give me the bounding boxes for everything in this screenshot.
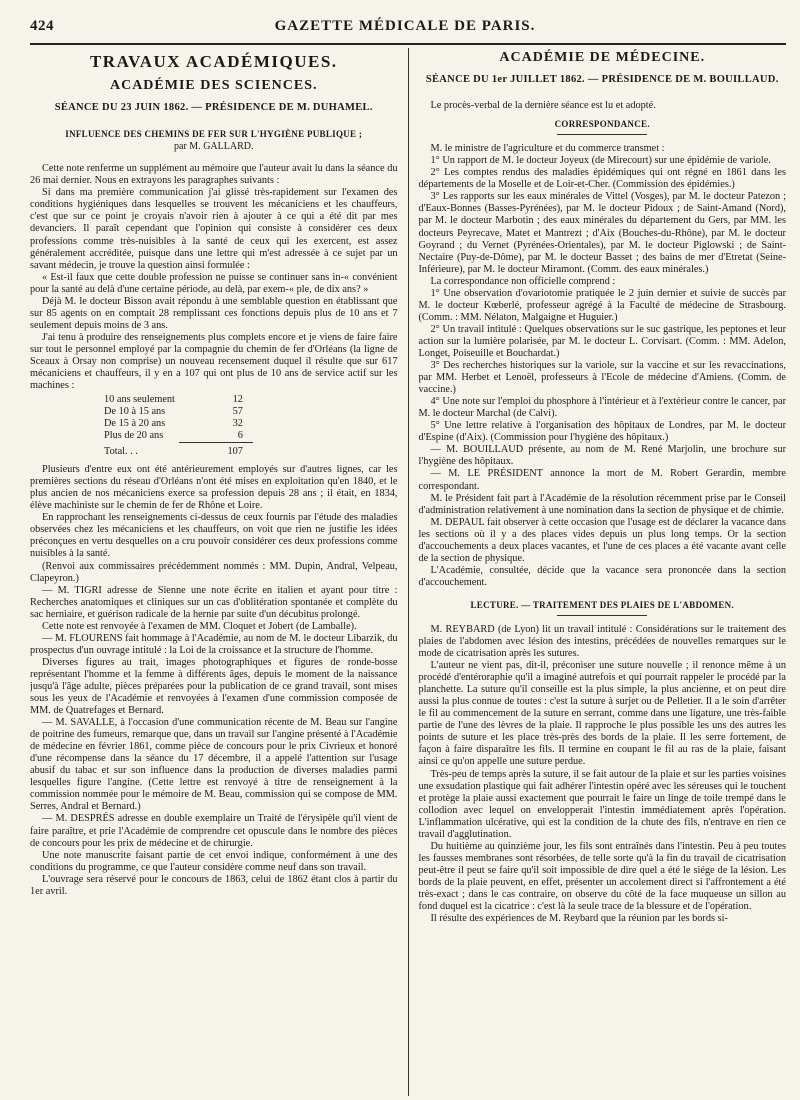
right-paragraphs [419, 143, 787, 589]
academy-sciences-title: ACADÉMIE DES SCIENCES. [109, 78, 318, 94]
table-row [100, 406, 253, 418]
paragraph: — M. TIGRI adresse de Sienne une note écrite en italien et ayant pour titre : Recherches anatomiques et cliniques sur un cas d'oblitération spontanée et complète du sac herniaire, et guérison radicale de la hernie par suite d'un décubitus prolongé. [30, 584, 398, 620]
paragraph: (Renvoi aux commissaires précédemment nommés : MM. Dupin, Andral, Velpeau, Clapeyron.) [30, 560, 398, 584]
paragraph: M. le ministre de l'agriculture et du commerce transmet : [430, 143, 665, 155]
paragraph: 4° Une note sur l'emploi du phosphore à l'intérieur et à l'extérieur contre le cancer, par M. le docteur Marchal (de Calvi). [418, 396, 786, 420]
paragraph: 3° Des recherches historiques sur la variole, sur la vaccine et sur les revaccinations, par MM. Herbet et Lenoël, professeurs à l'Ecole de médecine d'Amiens. (Comm. de vaccine.) [418, 360, 786, 396]
paragraph: 3° Les rapports sur les eaux minérales de Vittel (Vosges), par M. le docteur Patezon ; d'Eaux-Bonnes (Basses-Pyrénées), par M. le docteur Pidoux ; de Saint-Amand (Nord), par M. le docteur Marbotin ; des eaux minérales du département du Gers, par MM. les docteurs Peyrecave, Matet et Mantrezt ; d'Aix (Bouches-du-Rhône), par M. le docteur Goyrand ; du Vernet (Pyrénées-Orientales), par M. le docteur Piglowski ; de Saint-Nectaire (Puy-de-Dôme), par M. le docteur Basset ; des bains de mer d'Etretat (Seine-Inférieure), par M. le docteur Miramont. (Comm. des eaux minérales.) [418, 191, 786, 275]
page-header [30, 18, 786, 45]
paragraph: — M. BOUILLAUD présente, au nom de M. René Marjolin, une brochure sur l'hygiène des hôpitaux. [418, 444, 786, 468]
paragraph: M. le Président fait part à l'Académie de la résolution récemment prise par le Conseil d'administration relativement à une nomination dans la section de physique et de chimie. [418, 492, 786, 516]
paragraph: — M. LE PRÉSIDENT annonce la mort de M. Robert Gerardin, membre correspondant. [418, 468, 786, 492]
paragraph: J'ai tenu à produire des renseignements plus complets encore et je viens de faire faire sur tout le personnel employé par la compagnie du chemin de fer d'Orléans (la ligne de Sceaux à Orsay non comprise) un nouveau recensement duquel il résulte que sur 617 mécaniciens et chauffeurs, il y en a 107 qui ont plus de 10 ans de service actif sur les machines : [30, 331, 398, 392]
table-row-value: 6 [237, 430, 243, 442]
table-total-value: 107 [179, 443, 253, 459]
paragraph: 2° Les comptes rendus des maladies épidémiques qui ont régné en 1861 dans les départements de la Moselle et de Loir-et-Cher. (Commission des épidémies.) [418, 167, 786, 191]
service-years-table [100, 394, 253, 458]
divider [557, 615, 647, 616]
academy-medicine-title: ACADÉMIE DE MÉDECINE. [499, 50, 706, 65]
table-row [100, 394, 253, 406]
paragraph: 2° Un travail intitulé : Quelques observations sur le suc gastrique, les peptones et leur action sur la lumière polarisée, par M. le docteur L. Corvisart. (Comm. : MM. Adelon, Longet, Poiseuille et Bouchardat.) [418, 323, 786, 359]
paragraph: Plusieurs d'entre eux ont été antérieurement employés sur d'autres lignes, car les premières sections du réseau d'Orléans n'ont été mises en exploitation qu'en 1840, et le plus ancien de nos mécaniciens exerce sa profession depuis 28 ans ; il était, en 1834, élève machiniste sur le chemin de fer de Rhône et Loire. [30, 464, 398, 512]
paragraph: 1° Un rapport de M. le docteur Joyeux (de Mirecourt) sur une épidémie de variole. [430, 155, 771, 167]
paragraph: L'auteur ne vient pas, dit-il, préconiser une suture nouvelle ; il renonce même à un procédé d'entéroraphie qu'il a imaginé autrefois et qui pourrait rappeler le procédé par la planchette. La suture qu'il conseille est la plus simple, la plus ancienne, et on peut dire aussi la plus connue de toutes : c'est la suture à surjet ou de Pelletier. Il a le soin d'arrêter le fil au commencement de la suture en serrant, comme dans une ligature, une très-faible partie de l'une des lèvres de la plaie. Il rapproche le plus possible les uns des autres les points de suture et les place très-près des bords de la plaie. Il les serre fortement, de façon à faire disparaître les fils. Il termine en coupant le fil au ras de la plaie, faisant ainsi ce qu'on appelle une suture perdue. [418, 660, 786, 768]
paragraph: M. DEPAUL fait observer à cette occasion que l'usage est de déclarer la vacance dans les sections où il y a des places vides depuis un plus long temps. Or la section d'accouchements a deux places vacantes, et l'une de ces places a été vacante avant celle de la section de physique. [418, 516, 786, 564]
paragraph: Cette note est renvoyée à l'examen de MM. Cloquet et Jobert (de Lamballe). [42, 620, 357, 632]
right-column [409, 48, 787, 1096]
paragraph: Une note manuscrite faisant partie de cet envoi indique, conformément à une des conditions du programme, ce que l'auteur considère comme neuf dans son travail. [30, 849, 398, 873]
divider [557, 134, 647, 135]
table-row-value: 12 [232, 394, 243, 406]
table-total-label: Total. . . [104, 445, 138, 457]
correspondence-heading: CORRESPONDANCE. [554, 119, 650, 130]
page-number: 424 [30, 18, 54, 34]
lecture-heading: LECTURE. — TRAITEMENT DES PLAIES DE L'ABDOMEN. [470, 599, 735, 610]
table-row-label: De 15 à 20 ans [104, 418, 166, 430]
paragraph: Cette note renferme un supplément au mémoire que l'auteur avait lu dans la séance du 26 mai dernier. Nous en extrayons les paragraphes suivants : [30, 163, 398, 187]
journal-title: GAZETTE MÉDICALE DE PARIS. [274, 18, 536, 34]
minutes-note: Le procès-verbal de la dernière séance est lu et adopté. [430, 100, 656, 112]
paragraph: L'Académie, consultée, décide que la vacance sera prononcée dans la section d'accouchement. [418, 564, 786, 588]
table-row-label: 10 ans seulement [104, 394, 175, 406]
paragraph: Si dans ma première communication j'ai glissé très-rapidement sur l'examen des conditions hygiéniques dans lesquelles se trouvent les mécaniciens et les chauffeurs, c'est que sur ce point je croyais n'avoir rien à ajouter à ce qui a été dit par mes devanciers. Il paraît cependant que l'opinion qui consiste à considérer ces deux professions comme très-nuisibles à la santé de ceux qui les exercent, est assez généralement accréditée, puisque dans une lettre qui m'est adressée à ce sujet par un savant médecin, je trouve la question ainsi formulée : [30, 187, 398, 271]
table-row-value: 32 [232, 418, 243, 430]
left-paragraphs [30, 163, 398, 392]
session-heading-medicine: SÉANCE DU 1er JUILLET 1862. — PRÉSIDENCE DE M. BOUILLAUD. [425, 74, 779, 86]
paragraph: La correspondance non officielle comprend : [430, 275, 616, 287]
paragraph: En rapprochant les renseignements ci-dessus de ceux fournis par l'étude des maladies observées chez les mécaniciens et les chauffeurs, on voit que rien ne justifie les idées préconçues en vertu desquelles on a cru pouvoir considérer ces deux professions comme nuisibles à la santé. [30, 512, 398, 560]
paragraph: 1° Une observation d'ovariotomie pratiquée le 2 juin dernier et suivie de succès par M. le docteur Kœberlé, professeur agrégé à la Faculté de médecine de Strasbourg. (Comm. : MM. Nélaton, Malgaigne et Huguier.) [418, 287, 786, 323]
table-total-row [100, 443, 253, 459]
article-title: INFLUENCE DES CHEMINS DE FER SUR L'HYGIÈNE PUBLIQUE ; [65, 129, 363, 140]
table-row-label: Plus de 20 ans [104, 430, 164, 442]
paragraph: — M. DESPRÉS adresse en double exemplaire un Traité de l'érysipèle qu'il vient de faire paraître, et prie l'Académie de comprendre cet opuscule dans le nombre des pièces de concours pour les prix de médecine et de chirurgie. [30, 813, 398, 849]
paragraph: L'ouvrage sera réservé pour le concours de 1863, celui de 1862 étant clos à partir du 1er avril. [30, 873, 398, 897]
table-row-value: 57 [232, 406, 243, 418]
paragraph: Du huitième au quinzième jour, les fils sont entraînés dans l'intestin. Peu à peu toutes les fausses membranes sont résorbées, de telle sorte qu'à la fin du travail de cicatrisation peut-être il peut se faire qu'il soit impossible de dire quel a été le siége de la lésion. Les bords de la plaie peuvent, en effet, présenter un accolement direct si l'affrontement a été très-exact ; dans le cas contraire, on observe du côté de la face muqueuse un sillon au fond duquel est la cicatrice : c'est là la seule trace de la blessure et de l'opération. [418, 840, 786, 913]
paragraph: Déjà M. le docteur Bisson avait répondu à une semblable question en établissant que sur 85 agents on en comptait 28 remplissant ces fonctions depuis plus de 10 ans et 7 seulement depuis moins de 3 ans. [30, 295, 398, 331]
paragraph: « Est-il faux que cette double profession ne puisse se continuer sans in-« convénient pour la santé au delà d'une certaine période, au delà, par exem-« ple, de dix ans? » [30, 271, 398, 295]
table-row-label: De 10 à 15 ans [104, 406, 166, 418]
article-author: par M. GALLARD. [174, 141, 254, 153]
left-column [30, 48, 408, 1096]
section-title: TRAVAUX ACADÉMIQUES. [89, 52, 338, 71]
paragraph: Très-peu de temps après la suture, il se fait autour de la plaie et sur les parties voisines une exsudation plastique qui fait adhérer l'intestin opéré avec les séreuses qui le touchent et protège la plaie aussi exactement que pourrait le faire un linge de toile trempé dans le collodion avec lequel on envelopperait l'intestin immédiatement après l'opération. L'inflammation ulcérative, qui est la condition de la chute des fils, n'entrave en rien ce travail d'agglutination. [418, 768, 786, 840]
paragraph: Il résulte des expériences de M. Reybard que la réunion par les bords si- [430, 913, 728, 925]
paragraph: — M. SAVALLE, à l'occasion d'une communication récente de M. Beau sur l'angine de poitrine des fumeurs, remarque que, dans un travail sur l'angine présenté à l'Académie de médecine en février 1861, comme pièce de concours pour le prix Civrieux et honoré d'une récompense dans la séance du 17 décembre, il a appelé l'attention sur l'usage abusif du tabac et sur son influence dans la production de diverses maladies parmi lesquelles figure l'angine. (Cette lettre est renvoyé à titre de renseignement à la commission nommée pour le mémoire de M. Beau, commission qui se compose de MM. Serres, Andral et Bernard.) [30, 717, 398, 813]
right-paragraphs-continued [419, 624, 787, 925]
paragraph: M. REYBARD (de Lyon) lit un travail intitulé : Considérations sur le traitement des plaies de l'abdomen avec lésion des intestins, précédées de nouvelles remarques sur le mode de cicatrisation après les sutures. [418, 623, 786, 660]
left-paragraphs-continued [30, 464, 398, 898]
paragraph: — M. FLOURENS fait hommage à l'Académie, au nom de M. le docteur Libarzik, du prospectus d'un ouvrage intitulé : la Loi de la croissance et la structure de l'homme. [30, 632, 398, 656]
session-heading-sciences: SÉANCE DU 23 JUIN 1862. — PRÉSIDENCE DE M. DUHAMEL. [54, 102, 373, 114]
table-row [100, 430, 253, 443]
table-row [100, 418, 253, 430]
paragraph: Diverses figures au trait, images photographiques et figures de ronde-bosse représentant l'homme et la femme à différents âges, depuis le moment de la naissance jusqu'à l'âge adulte, pièces préparées pour la publication de ce grand travail, sont mises sous les yeux de l'Académie et renvoyées à l'examen d'une commission composée de MM. de Quatrefages et Bernard. [30, 656, 398, 717]
columns [30, 48, 786, 1096]
paragraph: 5° Une lettre relative à l'organisation des hôpitaux de Londres, par M. le docteur d'Espine (d'Aix). (Commission pour l'hygiène des hôpitaux.) [418, 420, 786, 444]
